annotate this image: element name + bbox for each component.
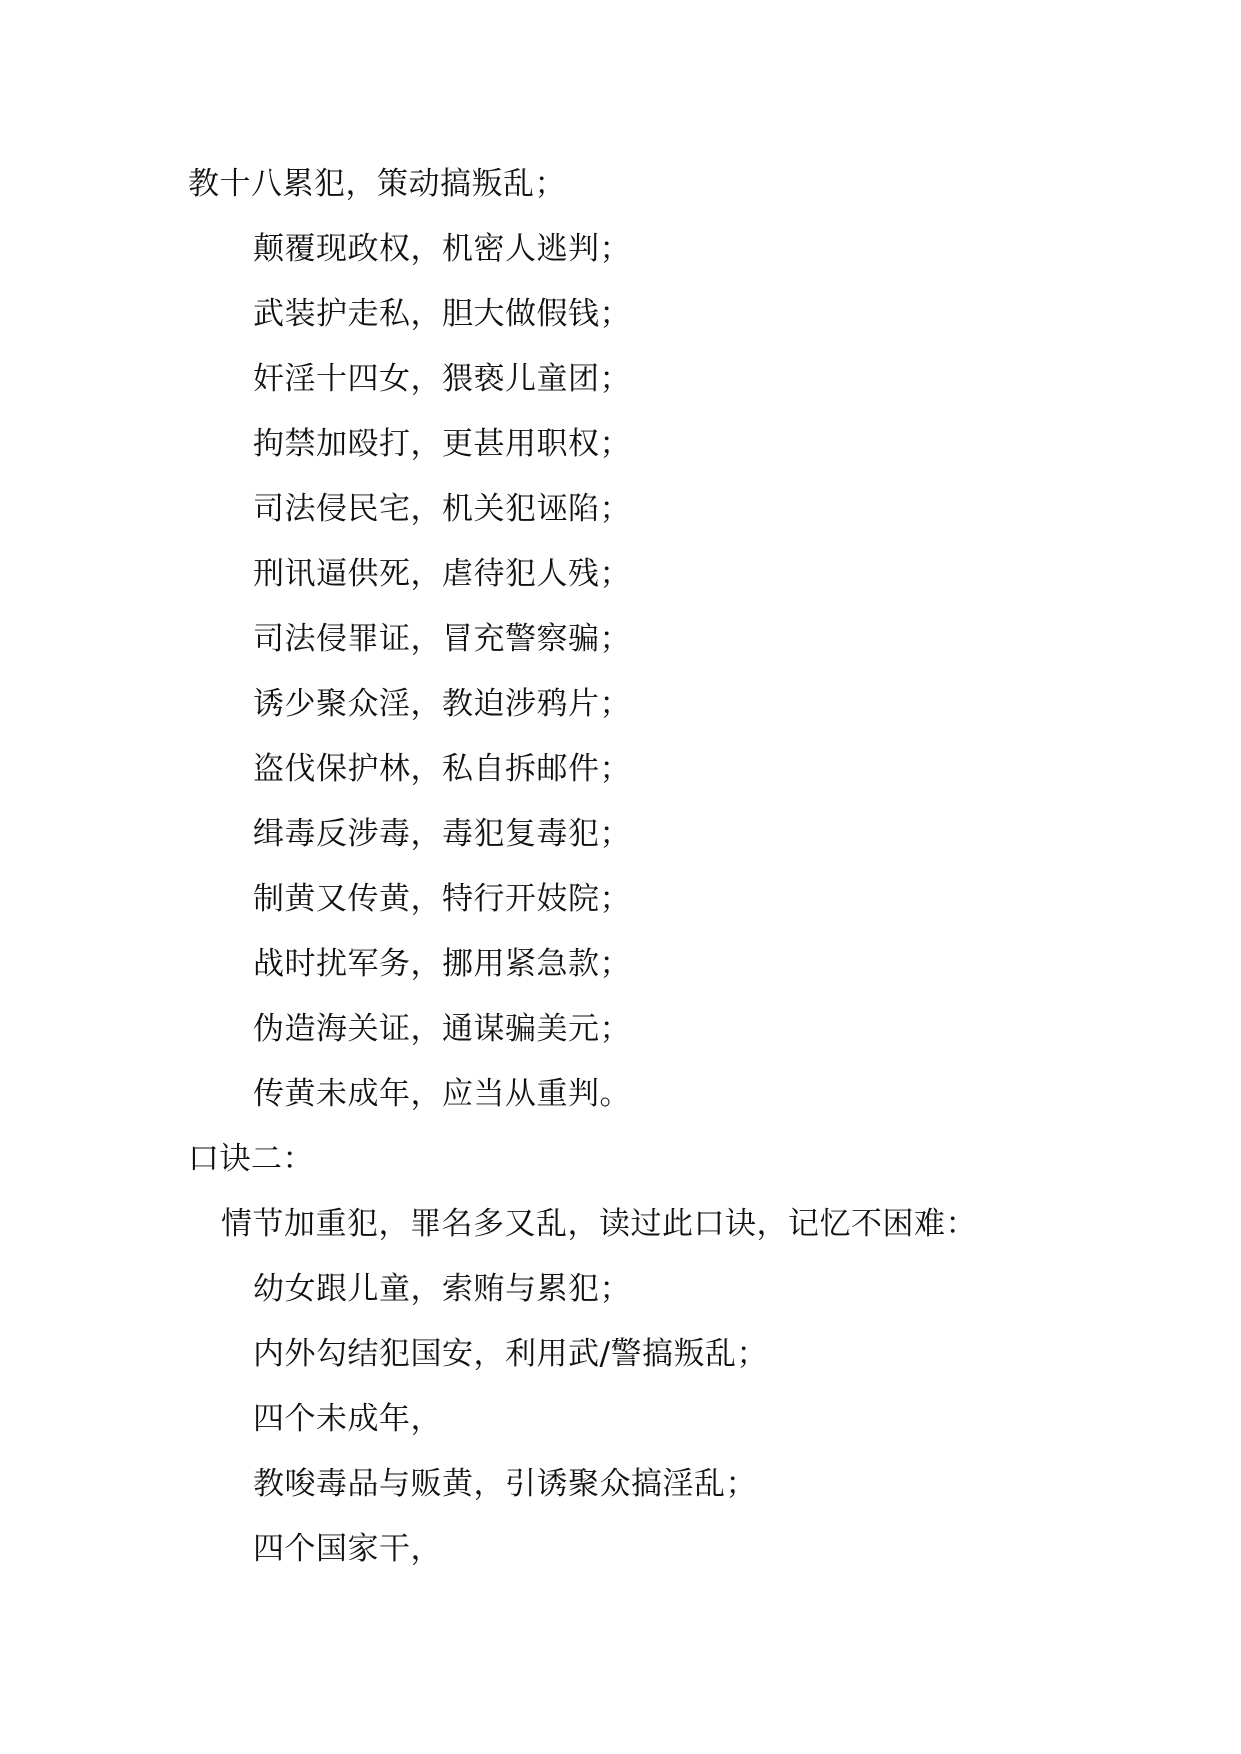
text-line: 传黄未成年，应当从重判。 (253, 1076, 631, 1112)
section-heading: 口诀二： (188, 1141, 314, 1177)
text-line: 制黄又传黄，特行开妓院； (253, 881, 631, 917)
text-line: 教唆毒品与贩黄，引诱聚众搞淫乱； (253, 1466, 757, 1502)
text-line: 刑讯逼供死，虐待犯人残； (253, 556, 631, 592)
text-line: 伪造海关证，通谋骗美元； (253, 1011, 631, 1047)
text-line: 拘禁加殴打，更甚用职权； (253, 426, 631, 462)
text-line: 教十八累犯，策动搞叛乱； (188, 166, 566, 202)
text-line: 战时扰军务，挪用紧急款； (253, 946, 631, 982)
intro-line: 情节加重犯，罪名多又乱，读过此口诀，记忆不困难： (221, 1206, 977, 1242)
text-line: 四个未成年， (253, 1401, 442, 1437)
text-line: 司法侵罪证，冒充警察骗； (253, 621, 631, 657)
text-line: 司法侵民宅，机关犯诬陷； (253, 491, 631, 527)
text-line: 奸淫十四女，猥亵儿童团； (253, 361, 631, 397)
text-line: 诱少聚众淫，教迫涉鸦片； (253, 686, 631, 722)
text-line: 四个国家干， (253, 1531, 442, 1567)
text-line: 颠覆现政权，机密人逃判； (253, 231, 631, 267)
text-line: 幼女跟儿童，索贿与累犯； (253, 1271, 631, 1307)
text-line: 内外勾结犯国安，利用武/警搞叛乱； (253, 1336, 768, 1372)
text-line: 盗伐保护林，私自拆邮件； (253, 751, 631, 787)
text-line: 武装护走私，胆大做假钱； (253, 296, 631, 332)
text-line: 缉毒反涉毒，毒犯复毒犯； (253, 816, 631, 852)
